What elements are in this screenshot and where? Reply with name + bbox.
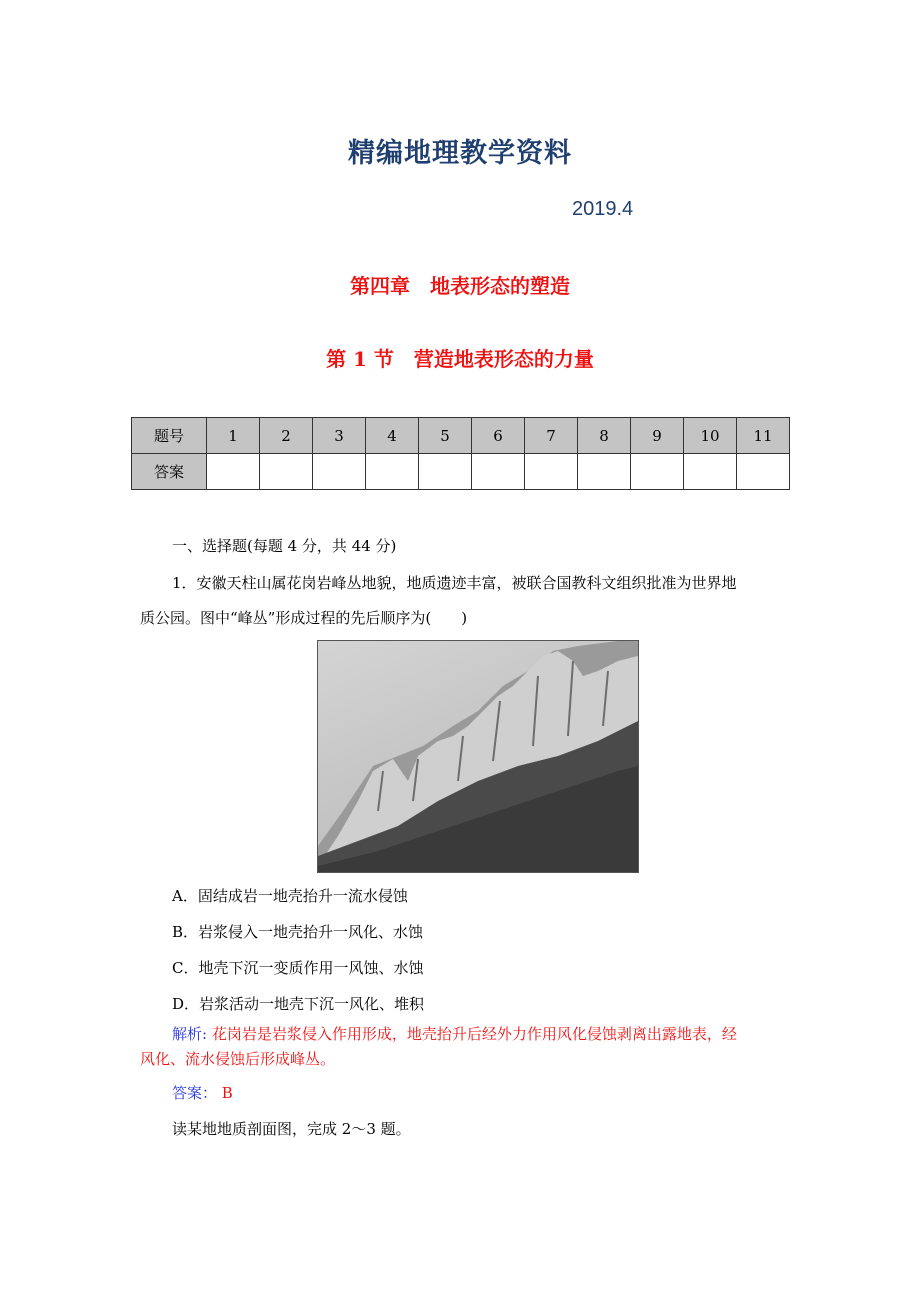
answer-cell xyxy=(578,454,631,490)
question-number-cell: 8 xyxy=(578,418,631,454)
analysis-text-1: 花岗岩是岩浆侵入作用形成，地壳抬升后经外力作用风化侵蚀剥离出露地表，经 xyxy=(211,1025,737,1043)
option-d: D．岩浆活动一地壳下沉一风化、堆积 xyxy=(172,995,425,1013)
option-a: A．固结成岩一地壳抬升一流水侵蚀 xyxy=(172,887,408,905)
answer-value: B xyxy=(221,1084,233,1102)
question-1-stem-line-2: 质公园。图中“峰丛”形成过程的先后顺序为( ) xyxy=(140,609,468,627)
question-number-cell: 10 xyxy=(684,418,737,454)
granite-peak-photo-illustration xyxy=(318,641,638,872)
answer-label: 答案： xyxy=(172,1084,218,1102)
question-number-cell: 4 xyxy=(366,418,419,454)
question-number-cell: 6 xyxy=(472,418,525,454)
section-heading-multiple-choice: 一、选择题(每题 4 分，共 44 分) xyxy=(172,537,397,555)
answer-line xyxy=(172,1083,233,1103)
analysis-line-1 xyxy=(172,1024,737,1044)
answer-table xyxy=(131,417,790,490)
question-number-cell: 9 xyxy=(631,418,684,454)
analysis-label: 解析: xyxy=(172,1025,208,1043)
answer-cell xyxy=(419,454,472,490)
answer-cell xyxy=(631,454,684,490)
answer-row xyxy=(132,454,790,490)
question-number-cell: 5 xyxy=(419,418,472,454)
row-label-question-number: 题号 xyxy=(132,418,207,454)
answer-cell xyxy=(207,454,260,490)
question-number-cell: 3 xyxy=(313,418,366,454)
answer-cell xyxy=(366,454,419,490)
answer-cell xyxy=(472,454,525,490)
question-1-stem-line-1: 1．安徽天柱山属花岗岩峰丛地貌，地质遗迹丰富，被联合国教科文组织批准为世界地 xyxy=(172,574,737,592)
question-number-cell: 7 xyxy=(525,418,578,454)
chapter-title: 第四章 地表形态的塑造 xyxy=(350,274,570,298)
answer-cell xyxy=(260,454,313,490)
question-number-cell: 11 xyxy=(737,418,790,454)
option-b: B．岩浆侵入一地壳抬升一风化、水蚀 xyxy=(172,923,424,941)
question-number-cell: 1 xyxy=(207,418,260,454)
option-c: C．地壳下沉一变质作用一风蚀、水蚀 xyxy=(172,959,424,977)
answer-cell xyxy=(525,454,578,490)
answer-cell xyxy=(737,454,790,490)
row-label-answer: 答案 xyxy=(132,454,207,490)
next-question-instruction: 读某地地质剖面图，完成 2～3 题。 xyxy=(172,1120,411,1138)
section-title: 第 1 节 营造地表形态的力量 xyxy=(326,347,594,371)
analysis-line-2: 风化、流水侵蚀后形成峰丛。 xyxy=(140,1050,336,1068)
question-number-cell: 2 xyxy=(260,418,313,454)
question-number-row xyxy=(132,418,790,454)
document-date: 2019.4 xyxy=(572,198,634,220)
answer-cell xyxy=(684,454,737,490)
granite-peak-photo xyxy=(317,640,639,873)
answer-cell xyxy=(313,454,366,490)
document-title: 精编地理教学资料 xyxy=(348,138,572,169)
